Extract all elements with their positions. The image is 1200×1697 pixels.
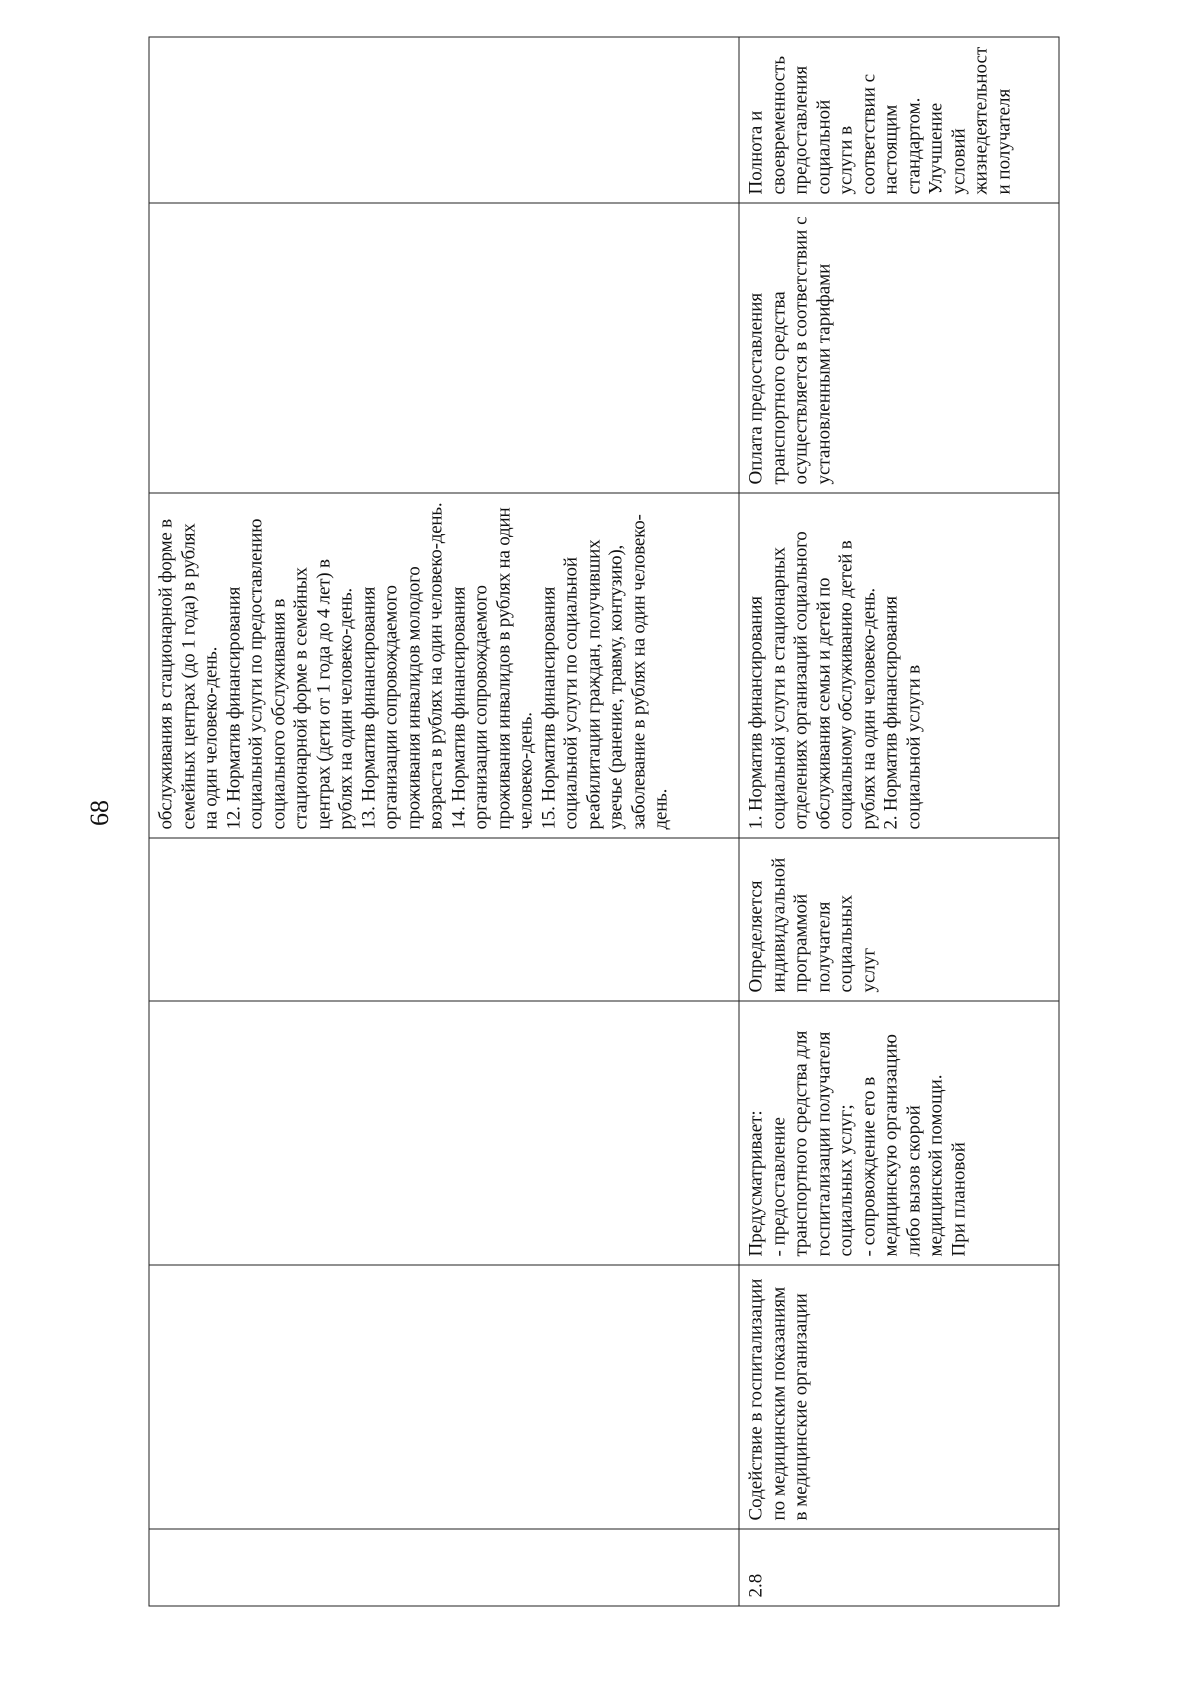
cell-service-name <box>149 1265 739 1529</box>
cell-number <box>149 1529 739 1606</box>
table-row <box>149 37 739 1606</box>
cell-term <box>149 838 739 1001</box>
cell-payment <box>149 203 739 493</box>
rotated-table-sheet <box>149 38 1059 1607</box>
cell-term: Определяется индивидуальной программой получателя социальных услуг <box>739 838 1059 1001</box>
cell-number: 2.8 <box>739 1529 1059 1606</box>
page-number: 68 <box>85 800 114 826</box>
cell-payment: Оплата предоставления транспортного средства осуществляется в соответствии с установленными тарифами <box>739 203 1059 493</box>
cell-quality <box>149 37 739 203</box>
cell-description <box>149 1001 739 1265</box>
services-table <box>149 37 1060 1607</box>
table-row <box>739 37 1059 1606</box>
cell-service-name: Содействие в госпитализации по медицинским показаниям в медицинские организации <box>739 1265 1059 1529</box>
cell-quality: Полнота и своевременность предоставления социальной услуги в соответствии с настоящим стандартом. Улучшение условий жизнедеятельности получателя <box>739 37 1059 203</box>
cell-financing-norms: обслуживания в стационарной форме в семейных центрах (до 1 года) в рублях на один человеко-день. 12. Норматив финансирования социальной услуги по предоставлению социального обслуживания в стационарной форме в семейных центрах (дети от 1 года до 4 лет) в рублях на один человеко-день. 13. Норматив финансирования организации сопровождаемого проживания инвалидов молодого возраста в рублях на один человеко-день. 14. Норматив финансирования организации сопровождаемого проживания инвалидов в рублях на один человеко-день. 15. Норматив финансирования социальной услуги по социальной реабилитации граждан, получивших увечье (ранение, травму, контузию), заболевание в рублях на один человеко-день. <box>149 493 739 838</box>
cell-description: Предусматривает: - предоставление транспортного средства для госпитализации получателя социальных услуг; - сопровождение его в медицинскую организацию либо вызов скорой медицинской помощи. При плановой <box>739 1001 1059 1265</box>
cell-financing-norms: 1. Норматив финансирования социальной услуги в стационарных отделениях организаций социального обслуживания семьи и детей по социальному обслуживанию детей в рублях на один человеко-день. 2. Норматив финансирования социальной услуги в <box>739 493 1059 838</box>
